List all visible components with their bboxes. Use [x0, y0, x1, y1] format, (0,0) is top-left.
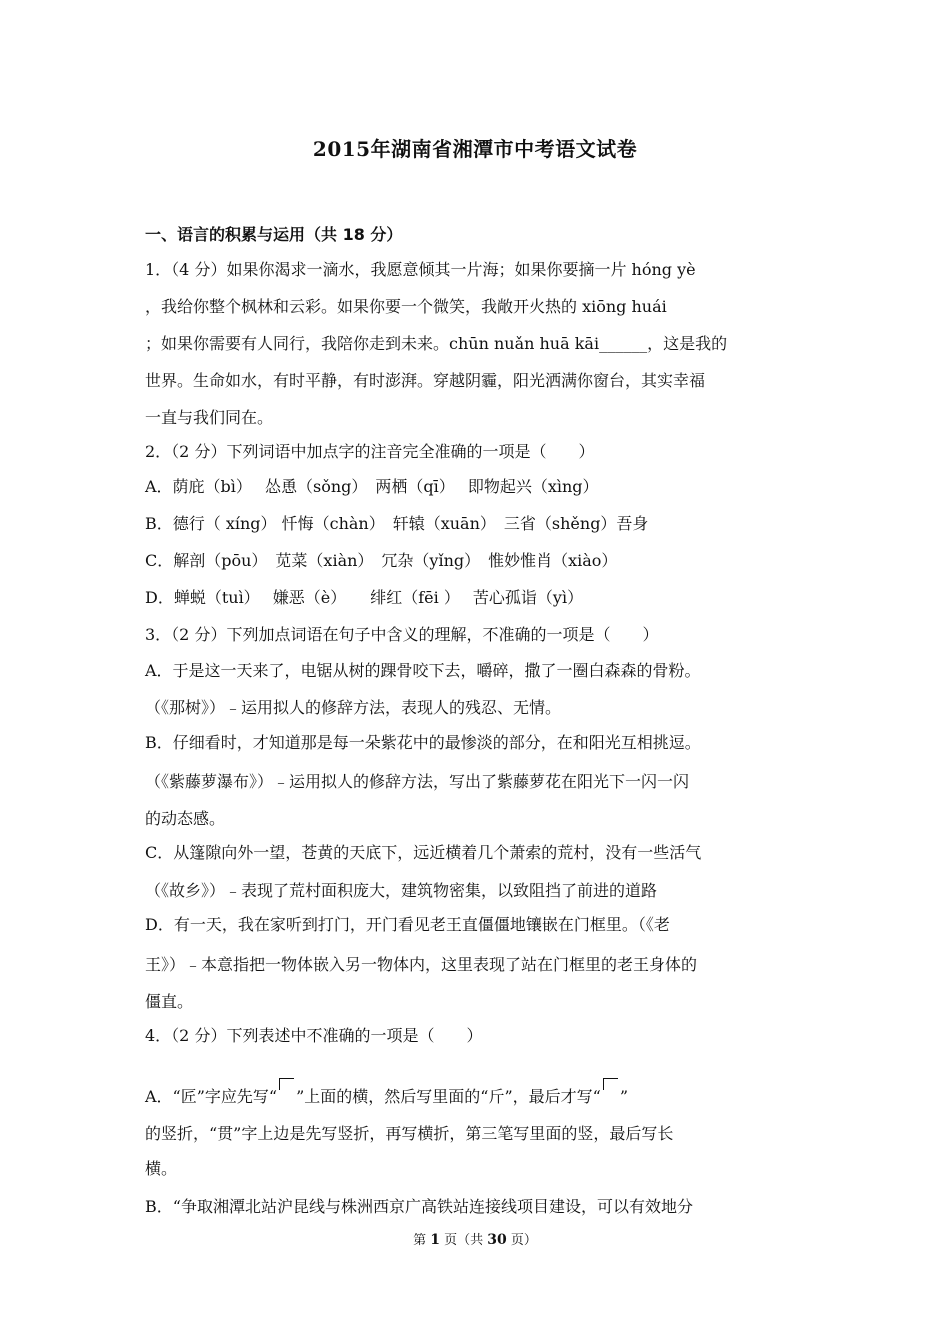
q4-option-a-line-2: 的竖折，“贯”字上边是先写竖折，再写横折，第三笔写里面的竖，最后写长: [145, 1124, 674, 1143]
q4-stem: 4．（2 分）下列表述中不准确的一项是（ ）: [145, 1026, 483, 1045]
q3-option-a-line-1: A．于是这一天来了，电锯从树的踝骨咬下去，嚼碎，撒了一圈白森森的骨粉。: [145, 661, 701, 680]
q3-option-d-line-1: D．有一天，我在家听到打门，开门看见老王直僵僵地镶嵌在门框里。（《老: [145, 915, 670, 934]
section-heading: 一、语言的积累与运用（共 18 分）: [145, 225, 403, 244]
q3-option-d-line-3: 僵直。: [145, 992, 194, 1011]
footer-total-pages: 30: [487, 1232, 507, 1248]
q1-line-5: 一直与我们同在。: [145, 408, 274, 427]
q3-option-b-line-1: B．仔细看时，才知道那是每一朵紫花中的最惨淡的部分，在和阳光互相挑逗。: [145, 733, 701, 752]
q3-option-a-line-2: （《那树》）﹣运用拟人的修辞方法，表现人的残忍、无情。: [145, 698, 562, 717]
q2-option-c: C．解剖（pōu） 苋菜（xiàn） 冗杂（yǐng） 惟妙惟肖（xiào）: [145, 551, 618, 570]
q4-option-b-line-1: B．“争取湘潭北站沪昆线与株洲西京广高铁站连接线项目建设，可以有效地分: [145, 1197, 693, 1216]
q2-option-b: B．德行（ xíng） 忏悔（chàn） 轩辕（xuān） 三省（shěng）吾身: [145, 514, 649, 533]
radical-fang-icon: [279, 1078, 294, 1090]
q3-option-c-line-1: C．从篷隙向外一望，苍黄的天底下，远近横着几个萧索的荒村，没有一些活气: [145, 843, 702, 862]
q3-option-c-line-2: （《故乡》）﹣表现了荒村面积庞大，建筑物密集，以致阻挡了前进的道路: [145, 881, 658, 900]
page-footer: [0, 1229, 950, 1248]
q4-option-a-text-1: A．“匠”字应先写“: [145, 1087, 278, 1106]
q3-option-d-line-2: 王》）﹣本意指把一物体嵌入另一物体内，这里表现了站在门框里的老王身体的: [145, 955, 698, 974]
q4-option-a-line-3: 横。: [145, 1159, 178, 1178]
footer-prefix: 第: [413, 1233, 427, 1248]
page-title: 2015年湖南省湘潭市中考语文试卷: [312, 137, 638, 161]
q1-line-3: ；如果你需要有人同行，我陪你走到未来。chūn nuǎn huā kāi______，这是我的: [145, 334, 728, 353]
q1-line-1: 1．（4 分）如果你渴求一滴水，我愿意倾其一片海；如果你要摘一片 hóng yè: [145, 260, 696, 279]
q2-stem: 2．（2 分）下列词语中加点字的注音完全准确的一项是（ ）: [145, 442, 595, 461]
q1-line-4: 世界。生命如水，有时平静，有时澎湃。穿越阴霾，阳光洒满你窗台，其实幸福: [145, 371, 706, 390]
q4-option-a-text-2: ”上面的横，然后写里面的“斤”，最后才写“: [296, 1087, 601, 1106]
q2-option-d: D．蝉蜕（tuì） 嫌恶（è） 绯红（fēi ） 苦心孤诣（yì）: [145, 588, 584, 607]
radical-fang-icon: [603, 1078, 618, 1090]
q1-line-2: ，我给你整个枫林和云彩。如果你要一个微笑，我敞开火热的 xiōng huái: [145, 297, 667, 316]
q3-option-b-line-2: （《紫藤萝瀑布》）﹣运用拟人的修辞方法，写出了紫藤萝花在阳光下一闪一闪: [145, 772, 690, 791]
q4-option-a-text-3: ”: [619, 1087, 629, 1106]
q2-option-a: A．荫庇（bì） 怂恿（sǒng） 两栖（qī） 即物起兴（xìng）: [145, 477, 599, 496]
q4-option-a-line-1: [145, 1078, 628, 1107]
q3-option-b-line-3: 的动态感。: [145, 809, 226, 828]
q3-stem: 3．（2 分）下列加点词语在句子中含义的理解，不准确的一项是（ ）: [145, 625, 659, 644]
footer-middle: 页（共: [444, 1233, 484, 1248]
footer-page-number: 1: [430, 1232, 440, 1248]
footer-suffix: 页）: [510, 1233, 537, 1248]
